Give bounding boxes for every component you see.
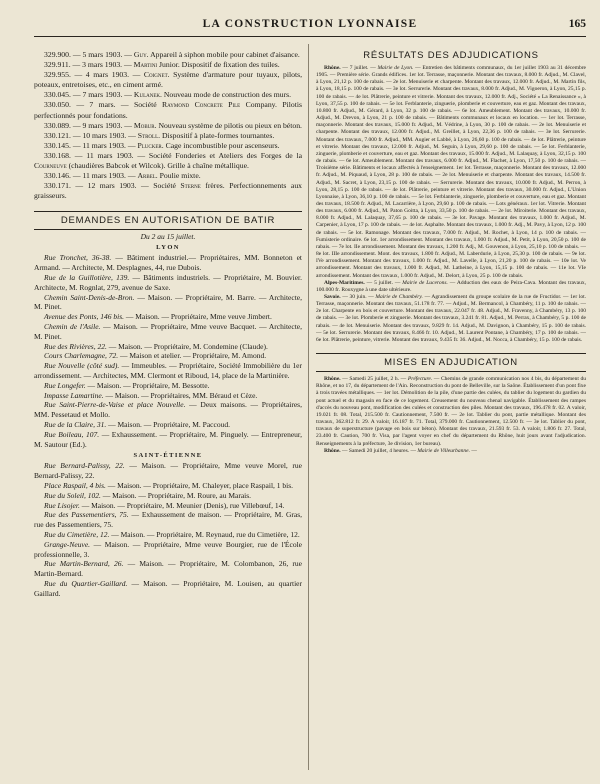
permit-street: Place Raspail, 4 bis.: [44, 480, 106, 490]
permit-entry: [34, 293, 302, 313]
patent-entry: [34, 50, 302, 60]
patent-holder: Coignet.: [143, 70, 170, 80]
permit-details: — Maison. — Propriétaire, Mme veuve Jimbert.: [124, 312, 272, 322]
patent-date: — 11 mars 1903. —: [72, 171, 138, 181]
patent-holder: Sterne: [180, 181, 201, 191]
mises-title: MISES EN ADJUDICATION: [316, 353, 586, 372]
saint-etienne-permit-list: [34, 461, 302, 598]
mises-body: [316, 376, 586, 455]
permit-street: Rue Lisojer.: [44, 500, 80, 510]
permit-entry: [34, 381, 302, 391]
patent-holder: Guy.: [133, 50, 149, 59]
adjudication-department: Rhône.: [324, 376, 341, 383]
permit-details: — Maison. — Propriétaire, Mme veuve Bourgier, rue de l'École professionnelle, 3.: [34, 539, 302, 559]
left-column: [34, 50, 302, 770]
permit-details: — Exhaussement. — Propriétaire, M. Pinguely. — Entrepreneur, M. Sautour (Ed.).: [34, 429, 302, 449]
permit-details: — Maison. — Propriétaire, M. Colombanon, 26, rue Martin-Bernard.: [34, 559, 302, 579]
permit-details: — Maison. — Propriétaires, MM. Béraud et Cèze.: [103, 390, 258, 400]
patent-holder: Raymond Concrete Pile: [162, 100, 241, 110]
adjudication-department: Rhône.: [324, 447, 341, 454]
adjudication-date: — Samedi 25 juillet, 2 h. —: [340, 376, 408, 383]
permit-details: — Maison. — Propriétaire, M. Reynaud, rue du Cimetière, 12.: [109, 529, 300, 539]
patent-entry: [34, 121, 302, 131]
right-column: [316, 50, 586, 770]
permit-entry: [34, 351, 302, 361]
patent-date: — 3 mars 1903. —: [72, 60, 134, 70]
permit-entry: [34, 420, 302, 430]
patent-date: — 10 mars 1903. —: [72, 130, 138, 140]
permit-entry: [34, 342, 302, 352]
patent-date: — 7 mars. — Société: [76, 100, 163, 110]
patent-entry: [34, 70, 302, 90]
patent-number: 330.168.: [44, 150, 71, 160]
resultats-body: [316, 65, 586, 344]
patent-description: Junior. Dispositif de fixation des tuiles.: [157, 60, 280, 70]
permit-street: Rue Boileau, 107.: [44, 429, 100, 439]
patent-date: — 12 mars 1903. — Société: [75, 181, 181, 191]
permit-entry: [34, 491, 302, 501]
adjudication-authority: Mairie de Lyon.: [377, 65, 414, 71]
permit-entry: [34, 361, 302, 381]
permit-details: — Exhaussement de maison. — Propriétaire, M. Gras, rue des Passementiers, 75.: [34, 510, 302, 530]
patent-entry: [34, 90, 302, 100]
permit-details: — Maison. — Propriétaire, M. Condemine (Claude).: [106, 341, 268, 351]
permit-street: Rue Saint-Pierre-de-Vaise et place Nouvelle.: [44, 400, 186, 410]
permit-entry: [34, 430, 302, 450]
patent-holder: Arbel.: [137, 171, 158, 181]
permit-street: Cours Charlemagne, 72.: [44, 351, 119, 361]
permit-street: Rue du Cimetière, 12.: [44, 529, 110, 539]
patent-date: — 7 mars 1903. —: [72, 90, 134, 100]
adjudication-date: — 7 juillet. —: [340, 65, 378, 71]
permit-entry: [34, 312, 302, 322]
permit-entry: [34, 400, 302, 420]
permit-details: — Maison. — Propriétaire, Mme veuve Morel, rue Bernard-Palissy, 22.: [34, 461, 302, 481]
permit-street: Rue des Passementiers, 75.: [44, 510, 129, 520]
adjudication-text: — Adduction des eaux de Peira-Cava. Montant des travaux, 100.000 fr. Rouxygne à une date ultérieure.: [316, 279, 586, 293]
permit-details: — Maison. — Propriétaire, M. Bessotte.: [85, 380, 210, 390]
patent-number: 330.050.: [44, 100, 71, 110]
patent-description: Cage incombustible pour ascenseurs.: [163, 140, 280, 150]
permit-entry: [34, 579, 302, 599]
adjudication-paragraph: [316, 376, 586, 448]
permit-entry: [34, 559, 302, 579]
permit-street: Rue Tronchet, 36-38.: [44, 253, 112, 263]
adjudication-authority: Préfecture.: [407, 376, 433, 383]
city-heading-lyon: LYON: [156, 244, 180, 252]
permit-street: Rue de la Claire, 31.: [44, 419, 107, 429]
adjudication-department: Alpes-Maritimes.: [324, 279, 365, 286]
column-divider: [308, 44, 309, 770]
patent-holder: Plucker.: [137, 140, 164, 150]
patent-entry: [34, 151, 302, 171]
resultats-title: RÉSULTATS DES ADJUDICATIONS: [363, 50, 539, 61]
patent-description: Company. Pilotis perfectionnés pour fondations.: [34, 100, 302, 120]
permit-entry: [34, 540, 302, 560]
patent-number: 330.145.: [44, 140, 71, 150]
adjudication-text: — Chemins de grande communication nos 4 bis, du département du Rhône, et no 17, du département de l'Ain. Reconstruction du pont de Belleville, sur la Saône. Établissement d'un pont fixe à trois travées métalliques. — 1er lot. Démolition de la pile, d'une partie des culées, du tablier du logement du gardien du pont actuel et du magasin en face de ce logement. Creusement du nouveau chenal navigable. Établissement des rampes d'accès du nouveau pont, modification des culées et construction des piles. Montant des travaux, 196.478 fr. 02. A valoir, 19.021 fr. 08. Total, 215.500 fr. Cautionnement, 7.500 fr. — 2e lot. Tablier du pont, partie métallique. Montant des travaux, 362.812 fr. 29. A valoir, 16.187 fr. 71. Total, 379.000 fr. Cautionnement, 12.500 fr. — 3e lot. Tablier du pont, travaux de superstructure (pavage en bois sur béton). Montant des travaux, 21.593 fr. 53. A valoir, 1.806 fr. 27. Total, 23.400 fr. Caution, 700 fr. Visa, par l'agent voyer en chef du département du Rhône, huit jours avant l'adjudication. Renseignements à la préfecture, 3e division, 1er bureau).: [316, 376, 586, 447]
patent-entry: [34, 131, 302, 141]
patent-entry: [34, 181, 302, 201]
patent-holder: Kulanek.: [133, 90, 162, 100]
patent-entry: [34, 141, 302, 151]
permit-entry: [34, 461, 302, 481]
patent-entry: [34, 100, 302, 120]
patent-description: (chaudières Babcok et Wilcok). Grille à chaîne métallique.: [66, 161, 249, 171]
permit-details: — Maison et atelier. — Propriétaire, M. Amond.: [118, 351, 267, 361]
patent-number: 330.089.: [44, 120, 71, 130]
patent-date: — 11 mars 1903. —: [72, 140, 138, 150]
page-number: 165: [568, 18, 586, 30]
permit-street: Rue Martin-Bernard, 26.: [44, 559, 124, 569]
permit-street: Rue du Soleil, 102.: [44, 490, 101, 500]
lyon-permit-list: [34, 253, 302, 449]
permit-details: — Maison. — Propriétaire, M. Chaleyer, place Raspail, 1 bis.: [105, 480, 294, 490]
patent-number: 329.900.: [44, 50, 71, 59]
running-header: [34, 16, 586, 37]
permit-entry: [34, 510, 302, 530]
patent-date: — 9 mars 1903. —: [72, 120, 134, 130]
patent-number: 330.146.: [44, 171, 71, 181]
adjudication-paragraph: [316, 448, 586, 455]
permit-entry: [34, 253, 302, 273]
permit-entry: [34, 391, 302, 401]
journal-title: LA CONSTRUCTION LYONNAISE: [202, 18, 418, 30]
permit-street: Rue Longefer.: [44, 380, 86, 390]
patent-number: 330.171.: [44, 181, 71, 191]
patent-description: Dispositif à plate-formes tournantes.: [160, 130, 275, 140]
permit-street: Rue des Rivières, 22.: [44, 341, 107, 351]
patent-holder: Stroll.: [137, 130, 161, 140]
patent-list: [34, 50, 302, 201]
permit-details: — Bâtiments industriels. — Propriétaire, M. Bouvier. Architecte, M. Rognlat, 279, avenue de Saxe.: [34, 273, 302, 292]
patent-holder: Mobur.: [133, 120, 157, 130]
city-heading-saint-etienne: SAINT-ÉTIENNE: [133, 452, 203, 460]
adjudication-paragraph: [316, 280, 586, 294]
permit-entry: [34, 322, 302, 342]
adjudication-text: — Entretien des bâtiments communaux, du 1er juillet 1903 au 31 décembre 1905. — Première série. Grands édifices. 1er lot. Terrasse, maçonnerie. Montant des travaux, 8.000 fr. Adjud., M. Clavel, à Lyon, 21,12 p. 100 de rabais. — 2e lot. Menuiserie et charpente. Montant des travaux, 12.000 fr. Adjud., M. Martin fils, à Lyon, 18,15 p. 100 de rabais. — 3e lot. Serrurerie. Montant des travaux, 8.000 fr. Adjud., M. Vigoeron, à Lyon, 25,15 p. 100 de rabais. — 4e lot. Plâtrerie, peinture et vitrerie. Montant des travaux, 12.000 fr. Adj., Société « La Renaissance », à Lyon, 37,55 p. 100 de rabais. — 5e lot. Ferblanterie, zinguerie, plomberie et couverture, eau et gaz. Montant des travaux, 10.800 fr. Adjud., M. Gérard, à Lyon, 32 p. 100 de rabais. — 6e lot. Ameublement. Montant des travaux, 10.000 fr. Adjud., M. Drevon, à Lyon, 21 p. 100 de rabais. — Bâtiments communaux et locaux en location. — 1er lot. Terrasse, maçonnerie. Montant des travaux, 15.000 fr. Adjud., M. Védrine, à Lyon, 30 p. 100 de rabais. — 2e lot. Menuiserie et charpente. Montant des travaux, 12.000 fr. Adjud., M. Greillet, à Lyon, 22,36 p. 100 de rabais. — 3e lot. Serrurerie. Montant des travaux, 7.000 fr. Adjud., MM. Augier et Labbé, à Lyon, 26,60 p. 100 de rabais. — 4e lot. Plâtrerie, peinture et vitrerie. Montant des travaux, 12.000 fr. Adjud., M. Seguin, à Lyon, 29,60 p. 100 de rabais. — 5e lot. Ferblanterie, zinguerie, plomberie et couverture, eau et gaz. Montant des travaux, 15.000 fr. Adjud., M. Lalaquay, à Lyon, 32,15 p. 100 de rabais. — 6e lot. Ameublement. Montant des travaux, 6.000 fr. Adjud., M. Flachet, à Lyon, 17,50 p. 100 de rabais. — Troisième série. Bâtiments et locaux affectés à l'enseignement. 1er lot. Terrasse, maçonnerie. Montant des travaux, 12.000 fr. Adjud., M. Piquaud, à Lyon, 28 p. 100 de rabais. — 2e lot. Menuiserie et charpente. Montant des travaux, 14.500 fr. Adjud., M. Sacret, à Lyon, 23,15 p. 100 de rabais. — Serrurerie. Montant des travaux, 10.000 fr. Adjud., M. Perron, à Lyon, 28,15 p. 100 de rabais. — 4e lot. Plâtrerie, peinture et vitrerie. Montant des travaux, 30.000 fr. Adjud., L'Union Lyonnaise, à Lyon, 36,10 p. 100 de rabais. — 5e lot. Ferblanterie, zinguerie, plomberie et couverture, eau et gaz. Montant des travaux, 18.500 fr. Adjud., M. Lacarrière, à Lyon, 29,60 p. 100 de rabais. — Lots généraux. 1er lot. Vitrerie. Montant des travaux, 6.000 fr. Adjud., M. Paton Goitta, à Lyon, 33,50 p. 100 de rabais. — 2e lot. Miroiterie. Montant des travaux, 8.000 fr. Adjud., M. Lalaquay, 37,65 p. 100 de rabais. — 3e lot. Pavage. Montant des travaux, 1.000 fr. Adjud., M. Carpenier, à Lyon, 17 p. 100 de rabais. — 4e lot. Asphalte. Montant des travaux, 1.000 fr. Adj., M. Pavy, à Lyon, 12 p. 100 de rabais. — 5e lot. Ramonage. Montant des travaux, 7.000 fr. Adjud., M. Rochet, à Lyon, 14 p. 100 de rabais. — Fumisterie ordinaire. 6e lot. 1er arrondissement. Montant des travaux, 1.000 fr. Adjud., M. Petit, à Lyon, 20,50 p. 100 de rabais. — 7e lot. IIe arrondissement. Montant des travaux, 1.200 fr. Adj., M. Gouvenon, à Lyon, 25,10 p. 100 de rabais. — 8e lot. IIIe arrondissement. Mont. des travaux, 1.800 fr. Adjud., M. Laberdurie, à Lyon, 25,30 p. 100 de rabais. — 9e lot. IVe arrondissement. Montant des travaux, 1.000 fr. Adjud., M. Lavelle, à Lyon, 21,20 p. 100 de rabais. — 10e lot. Ve arrondissement. Montant des travaux, 1.000 fr. Adjud., M. Latheine, à Lyon, 15,15 p. 100 de rabais. — 11e lot. VIe arrondissement. Montant des travaux, 1.000 fr. Adjud., M. Delort, à Lyon, 25 p. 100 de rabais.: [316, 65, 586, 279]
adjudication-authority: Mairie de Lucerons.: [402, 279, 448, 286]
permit-details: — Maison. — Propriétaire, M. Louisen, au quartier Gaillard.: [34, 578, 302, 598]
adjudication-department: Rhône.: [324, 65, 341, 71]
patent-number: 330.121.: [44, 130, 71, 140]
patent-entry: [34, 171, 302, 181]
patent-entry: [34, 60, 302, 70]
demandes-subtitle: Du 2 au 15 juillet.: [140, 232, 196, 242]
permit-street: Rue Bernard-Palissy, 22.: [44, 461, 125, 471]
permit-details: — Deux maisons. — Propriétaires, MM. Pessetaud et Mollo.: [34, 400, 302, 420]
permit-details: — Maison. — Propriétaire, M. Paccoud.: [106, 419, 230, 429]
adjudication-text: — Agrandissement du groupe scolaire de la rue de Fructidor. — 1er lot. Terrasse, maçonnerie. Montant des travaux, 51.178 fr. 77. — Adjud., M. Bermancol, à Chambéry, 11 p. 100 de rabais. — 2e lot. Charpente en bois et couverture. Montant des travaux, 22.047 fr. 48. Adjud., M. Fravenny, à Chambéry, 13 p. 100 de rabais. — 3e lot. Plomberie et zinguerie. Montant des travaux, 3.241 fr. 81. Adjud., M. Perrax, à Chambéry, 5 p. 100 de rabais. — 4e lot. Menuiserie. Montant des travaux, 9.829 fr. 14. Adjud., M. Davignon, à Chambéry, 15 p. 100 de rabais. — 5e lot. Serrurerie. Montant des travaux, 8.466 fr. 10. Adjud., M. Laurent Pontane, à Chambéry, 17 p. 100 de rabais. — 6e lot. Plâtrerie, peinture, vitrerie. Montant des travaux, 9.435 fr. 36. Adjud., M. Nocca, à Chambéry, 15 p. 100 de rabais.: [316, 294, 586, 343]
adjudication-text: —: [469, 447, 477, 454]
adjudication-paragraph: [316, 65, 586, 280]
patent-date: — 4 mars 1903. —: [74, 70, 144, 80]
patent-holder: Courneuve: [34, 161, 67, 171]
patent-number: 330.045.: [44, 90, 71, 100]
permit-details: — Immeubles. — Propriétaire, Société Immobilière du 1er arrondissement. — Architectes, MM. Clermont et Riboud, 14, place de la Martinière.: [34, 361, 302, 380]
patent-description: Poulie mixte.: [157, 171, 201, 181]
permit-entry: [34, 530, 302, 540]
patent-description: Nouveau système de pilotis ou pieux en béton.: [156, 120, 302, 130]
permit-street: Rue du Quartier-Gaillard.: [44, 578, 128, 588]
permit-details: — Maison. — Propriétaire, M. Meunier (Denis), rue Villebœuf, 14.: [79, 500, 285, 510]
patent-number: 329.911.: [44, 60, 71, 70]
permit-details: — Maison. — Propriétaire, M. Barre. — Architecte, M. Pinet.: [34, 292, 302, 312]
adjudication-date: — 30 juin. —: [340, 294, 376, 300]
patent-number: 329.955.: [44, 70, 71, 80]
adjudication-date: — 5 juillet. —: [364, 279, 403, 286]
permit-entry: [34, 481, 302, 491]
adjudication-authority: Mairie de Chambéry.: [375, 294, 423, 300]
permit-street: Rue de la Guillotière, 139.: [44, 273, 130, 282]
permit-street: Chemin Saint-Denis-de-Bron.: [44, 292, 135, 302]
permit-details: — Maison. — Propriétaire, Mme veuve Bacquet. — Architecte, M. Pinet.: [34, 321, 302, 341]
permit-street: Avenue des Ponts, 146 bis.: [44, 312, 124, 322]
patent-holder: Martini: [133, 60, 158, 70]
patent-date: — 11 mars 1903. — Société Fonderies et Ateliers des Forges de la: [74, 150, 302, 160]
permit-street: Impasse Lamartine.: [44, 390, 104, 400]
patent-description: Système d'armature pour tuyaux, pilots, poteaux, entretoises, etc., en ciment armé.: [34, 70, 302, 90]
permit-street: Chemin de l'Asile.: [44, 321, 101, 331]
permit-entry: [34, 273, 302, 293]
permit-details: — Bâtiment industriel.— Propriétaires, MM. Bonneton et Armand. — Architecte, M. Desplagnes, 44, rue Dubois.: [34, 253, 302, 273]
permit-entry: [34, 501, 302, 511]
adjudication-authority: Mairie de Villeurbanne.: [417, 447, 470, 454]
permit-details: — Maison. — Propriétaire, M. Roure, au Marais.: [100, 490, 252, 500]
adjudication-date: — Samedi 20 juillet, 4 heures. —: [340, 447, 418, 454]
patent-description: Appareil à siphon mobile pour cabinet d'aisance.: [148, 50, 300, 59]
patent-description: frères. Perfectionnements aux graisseurs.: [34, 181, 302, 201]
adjudication-department: Savoie.: [324, 294, 341, 300]
permit-street: Rue Nouvelle (côté sud).: [44, 361, 120, 371]
adjudication-paragraph: [316, 294, 586, 344]
demandes-title: DEMANDES EN AUTORISATION DE BATIR: [34, 211, 302, 230]
patent-date: — 5 mars 1903. —: [72, 50, 134, 59]
patent-description: Nouveau mode de construction des murs.: [161, 90, 292, 100]
permit-street: Grange-Neuve.: [44, 539, 91, 549]
